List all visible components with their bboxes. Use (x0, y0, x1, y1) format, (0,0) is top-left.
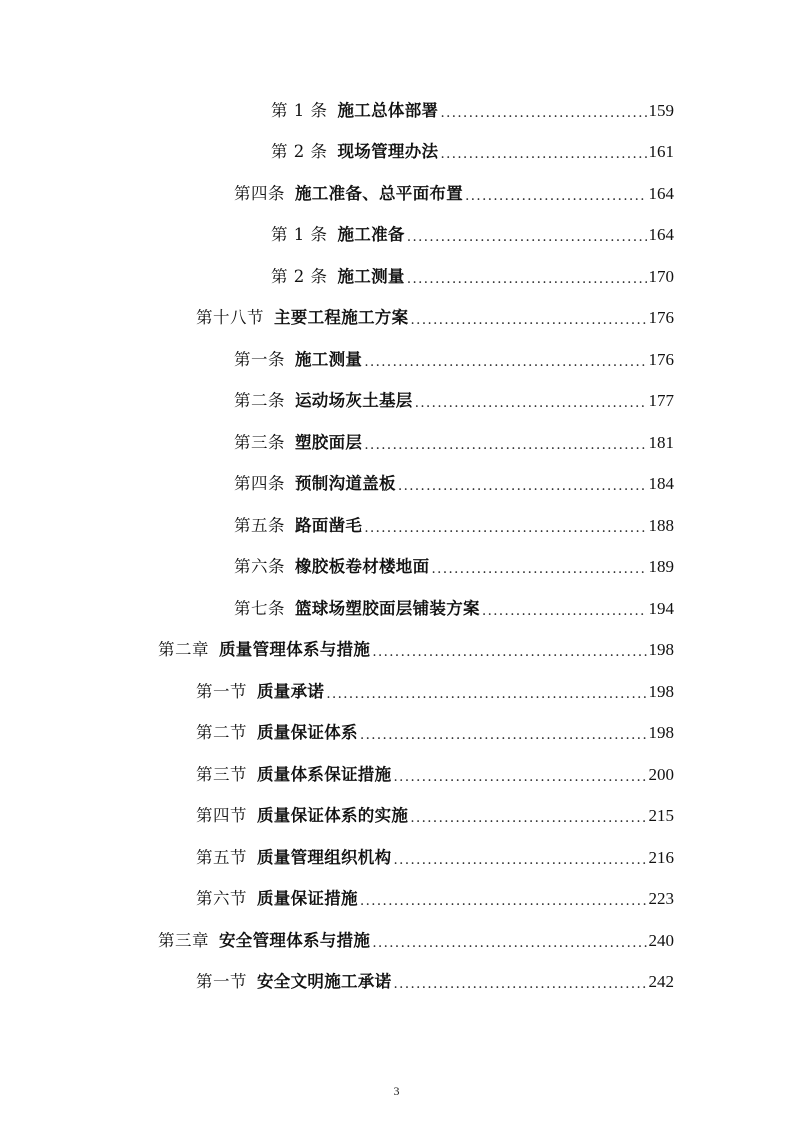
toc-entry-number: 第一条 (234, 349, 285, 369)
toc-entry-title: 现场管理办法 (337, 142, 439, 162)
toc-entry-title: 质量体系保证措施 (257, 764, 392, 784)
toc-entry-page: 164 (648, 183, 674, 203)
toc-dot-leader (360, 725, 647, 745)
toc-entry-number: 第二节 (196, 723, 247, 743)
toc-entry-line (196, 972, 674, 992)
toc-entry[interactable] (0, 422, 793, 464)
toc-entry-page: 164 (648, 225, 674, 245)
toc-entry-title: 安全文明施工承诺 (257, 972, 392, 992)
toc-entry-number: 第 1 条 (271, 100, 328, 120)
toc-entry-line (234, 599, 674, 619)
toc-entry-number: 第六条 (234, 557, 285, 577)
toc-entry-line (271, 101, 674, 121)
toc-entry-page: 215 (648, 806, 674, 826)
toc-entry-number: 第二条 (234, 391, 285, 411)
toc-entry-title: 质量保证体系的实施 (257, 806, 409, 826)
toc-entry[interactable] (0, 381, 793, 423)
page-number: 3 (393, 1084, 400, 1098)
toc-entry-page: 177 (648, 391, 674, 411)
toc-entry-line (196, 682, 674, 702)
toc-entry[interactable] (0, 671, 793, 713)
toc-entry-number: 第五节 (196, 847, 247, 867)
toc-dot-leader (482, 601, 647, 621)
toc-entry-page: 159 (648, 100, 674, 120)
toc-entry-number: 第三条 (234, 432, 285, 452)
toc-entry-number: 第 2 条 (271, 266, 328, 286)
toc-entry-title: 主要工程施工方案 (274, 308, 409, 328)
toc-entry[interactable] (0, 796, 793, 838)
toc-entry[interactable] (0, 630, 793, 672)
toc-entry-line (271, 142, 674, 162)
toc-entry[interactable] (0, 464, 793, 506)
toc-entry-page: 176 (648, 349, 674, 369)
toc-entry-page: 176 (648, 308, 674, 328)
toc-entry-line (196, 308, 674, 328)
toc-entry[interactable] (0, 588, 793, 630)
toc-entry-title: 质量管理组织机构 (257, 847, 392, 867)
toc-entry-page: 189 (648, 557, 674, 577)
toc-entry-title: 质量承诺 (257, 681, 325, 701)
toc-entry-page: 198 (648, 640, 674, 660)
toc-entry[interactable] (0, 879, 793, 921)
toc-entry-number: 第四条 (234, 183, 285, 203)
toc-dot-leader (465, 186, 647, 206)
toc-entry-number: 第五条 (234, 515, 285, 535)
toc-entry[interactable] (0, 298, 793, 340)
toc-entry-line (271, 267, 674, 287)
toc-entry-page: 194 (648, 598, 674, 618)
toc-entry-title: 质量保证体系 (257, 723, 358, 743)
toc-entry-number: 第四节 (196, 806, 247, 826)
toc-entry-page: 240 (648, 930, 674, 950)
toc-entry-page: 198 (648, 681, 674, 701)
toc-entry-number: 第二章 (158, 640, 209, 660)
toc-entry-title: 施工测量 (337, 266, 405, 286)
toc-entry-page: 170 (648, 266, 674, 286)
toc-entry-number: 第十八节 (196, 308, 264, 328)
toc-dot-leader (440, 103, 646, 123)
toc-entry-number: 第三章 (158, 930, 209, 950)
toc-dot-leader (440, 144, 646, 164)
toc-entry-number: 第三节 (196, 764, 247, 784)
toc-entry[interactable] (0, 256, 793, 298)
toc-entry[interactable] (0, 547, 793, 589)
toc-entry-line (234, 184, 674, 204)
toc-entry-title: 篮球场塑胶面层铺装方案 (295, 598, 480, 618)
toc-entry-title: 施工准备 (337, 225, 405, 245)
toc-entry-line (196, 765, 674, 785)
toc-entry-line (234, 557, 674, 577)
toc-dot-leader (393, 974, 646, 994)
toc-entry-page: 200 (648, 764, 674, 784)
toc-entry-line (234, 433, 674, 453)
toc-entry-page: 188 (648, 515, 674, 535)
toc-dot-leader (364, 352, 646, 372)
toc-entry-line (234, 391, 674, 411)
toc-dot-leader (410, 808, 646, 828)
toc-entry-title: 施工总体部署 (337, 100, 439, 120)
toc-entry-title: 质量保证措施 (257, 889, 358, 909)
toc-entry[interactable] (0, 920, 793, 962)
toc-entry[interactable] (0, 837, 793, 879)
toc-entry-title: 安全管理体系与措施 (219, 930, 371, 950)
toc-entry-line (158, 640, 674, 660)
toc-entry[interactable] (0, 339, 793, 381)
toc-entry-number: 第六节 (196, 889, 247, 909)
toc-entry[interactable] (0, 132, 793, 174)
toc-entry-title: 质量管理体系与措施 (219, 640, 371, 660)
toc-dot-leader (360, 891, 647, 911)
toc-entry-page: 161 (648, 142, 674, 162)
toc-entry[interactable] (0, 90, 793, 132)
toc-dot-leader (372, 642, 646, 662)
toc-entry-number: 第 2 条 (271, 142, 328, 162)
toc-entry-number: 第四条 (234, 474, 285, 494)
toc-entry-line (234, 474, 674, 494)
toc-entry-line (196, 806, 674, 826)
toc-entry-page: 216 (648, 847, 674, 867)
toc-entry-title: 橡胶板卷材楼地面 (295, 557, 430, 577)
toc-entry[interactable] (0, 754, 793, 796)
toc-entry[interactable] (0, 962, 793, 1004)
toc-entry-title: 施工测量 (295, 349, 363, 369)
toc-entry-page: 242 (648, 972, 674, 992)
toc-dot-leader (326, 684, 646, 704)
toc-entry-line (271, 225, 674, 245)
toc-dot-leader (372, 933, 646, 953)
toc-entry-line (158, 931, 674, 951)
toc-entry-page: 181 (648, 432, 674, 452)
toc-entry-page: 184 (648, 474, 674, 494)
toc-dot-leader (415, 393, 647, 413)
toc-entry-line (196, 723, 674, 743)
toc-dot-leader (393, 850, 646, 870)
toc-entry-line (196, 889, 674, 909)
toc-dot-leader (410, 310, 646, 330)
toc-entry-line (234, 516, 674, 536)
toc-entry-number: 第七条 (234, 598, 285, 618)
toc-dot-leader (364, 435, 646, 455)
toc-entry-line (196, 848, 674, 868)
toc-entry-page: 198 (648, 723, 674, 743)
toc-entry-number: 第一节 (196, 681, 247, 701)
toc-dot-leader (398, 476, 647, 496)
toc-entry-number: 第一节 (196, 972, 247, 992)
toc-entry-line (234, 350, 674, 370)
toc-entry-title: 预制沟道盖板 (295, 474, 396, 494)
toc-entry-title: 施工准备、总平面布置 (295, 183, 463, 203)
toc-entry-title: 运动场灰土基层 (295, 391, 413, 411)
toc-entry-page: 223 (648, 889, 674, 909)
toc-entry[interactable] (0, 215, 793, 257)
table-of-contents (0, 90, 793, 1003)
toc-dot-leader (431, 559, 646, 579)
toc-entry[interactable] (0, 173, 793, 215)
toc-entry-title: 塑胶面层 (295, 432, 363, 452)
toc-dot-leader (393, 767, 646, 787)
toc-dot-leader (364, 518, 646, 538)
toc-dot-leader (407, 227, 647, 247)
toc-entry[interactable] (0, 713, 793, 755)
toc-entry-number: 第 1 条 (271, 225, 328, 245)
toc-entry[interactable] (0, 505, 793, 547)
toc-entry-title: 路面凿毛 (295, 515, 363, 535)
toc-dot-leader (407, 269, 647, 289)
